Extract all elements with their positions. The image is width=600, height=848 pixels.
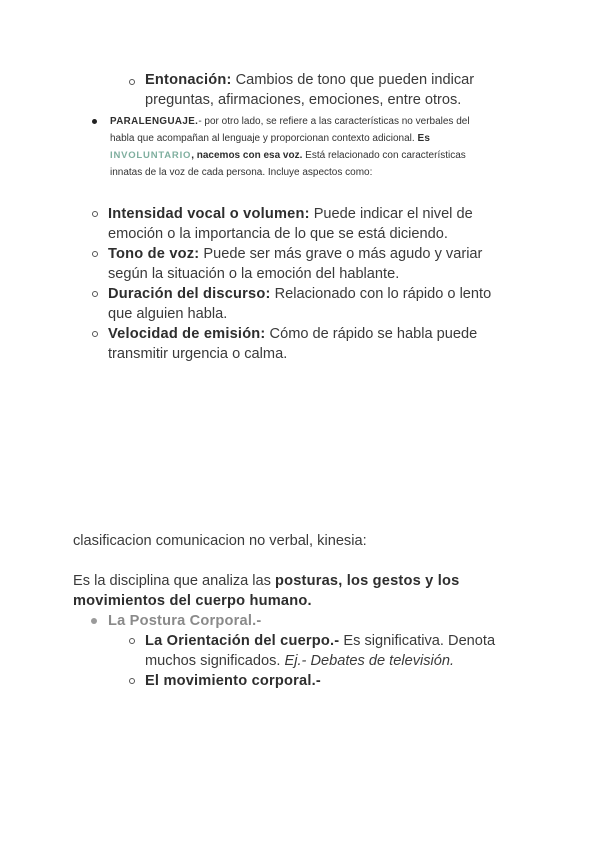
paralenguaje-line-1: - por otro lado, se refiere a las características no verbales del — [198, 116, 470, 127]
paralenguaje-line-4: innatas de la voz de cada persona. Incluye aspectos como: — [110, 167, 373, 178]
entonacion-text-2: preguntas, afirmaciones, emociones, entre otros. — [145, 92, 462, 108]
kinesia-intro-bold-2: movimientos del cuerpo humano. — [73, 593, 312, 609]
aspect-item-velocidad — [108, 324, 588, 364]
bullet-circle-icon — [92, 291, 98, 297]
kinesia-heading: clasificacion comunicacion no verbal, kinesia: — [73, 533, 367, 549]
aspect-label: Duración del discurso: — [108, 286, 271, 302]
es-bold: Es — [417, 133, 431, 144]
bullet-circle-icon — [92, 331, 98, 337]
aspect-text-1: Cómo de rápido se habla puede — [265, 326, 478, 342]
paralenguaje-line-3-tail: Está relacionado con características — [302, 150, 466, 161]
aspect-label: Tono de voz: — [108, 246, 200, 262]
paralenguaje-line-2: habla que acompañan al lenguaje y proporcionan contexto adicional. — [110, 133, 418, 144]
aspect-text-2: transmitir urgencia o calma. — [108, 346, 288, 362]
involuntario-word: INVOLUNTARIO — [110, 150, 192, 161]
movimiento-item — [145, 671, 321, 691]
bullet-disc-icon — [92, 119, 97, 124]
bullet-circle-icon — [129, 678, 135, 684]
bullet-circle-icon — [129, 79, 135, 85]
bullet-disc-icon — [91, 618, 97, 624]
aspect-item-duracion — [108, 284, 588, 324]
aspect-text-1: Puede indicar el nivel de — [309, 206, 473, 222]
aspect-item-tono — [108, 244, 588, 284]
movimiento-label: El movimiento corporal.- — [145, 673, 321, 689]
involuntario-rest: , nacemos con esa voz. — [191, 150, 303, 161]
kinesia-intro-bold-1: posturas, los gestos y los — [275, 573, 460, 589]
orientacion-text-2: muchos significados. — [145, 653, 285, 669]
bullet-circle-icon — [129, 638, 135, 644]
aspect-text-2: que alguien habla. — [108, 306, 228, 322]
aspect-text-1: Puede ser más grave o más agudo y variar — [199, 246, 483, 262]
aspect-text-1: Relacionado con lo rápido o lento — [270, 286, 492, 302]
orientacion-label: La Orientación del cuerpo.- — [145, 633, 340, 649]
paralenguaje-paragraph — [110, 113, 590, 181]
entonacion-text-1: Cambios de tono que pueden indicar — [231, 72, 475, 88]
kinesia-intro-plain: Es la disciplina que analiza las — [73, 573, 275, 589]
orientacion-example: Ej.- Debates de televisión. — [284, 653, 455, 669]
orientacion-item — [145, 631, 585, 671]
postura-corporal-item: La Postura Corporal.- — [108, 613, 262, 629]
aspect-item-intensidad — [108, 204, 588, 244]
aspect-text-2: según la situación o la emoción del hablante. — [108, 266, 400, 282]
aspect-label: Velocidad de emisión: — [108, 326, 266, 342]
bullet-circle-icon — [92, 211, 98, 217]
orientacion-text-1: Es significativa. Denota — [339, 633, 496, 649]
aspect-text-2: emoción o la importancia de lo que se está diciendo. — [108, 226, 448, 242]
bullet-circle-icon — [92, 251, 98, 257]
paralenguaje-label: PARALENGUAJE. — [110, 116, 199, 127]
entonacion-label: Entonación: — [145, 72, 232, 88]
kinesia-intro — [73, 571, 573, 611]
aspect-label: Intensidad vocal o volumen: — [108, 206, 310, 222]
entonacion-item — [145, 70, 585, 110]
